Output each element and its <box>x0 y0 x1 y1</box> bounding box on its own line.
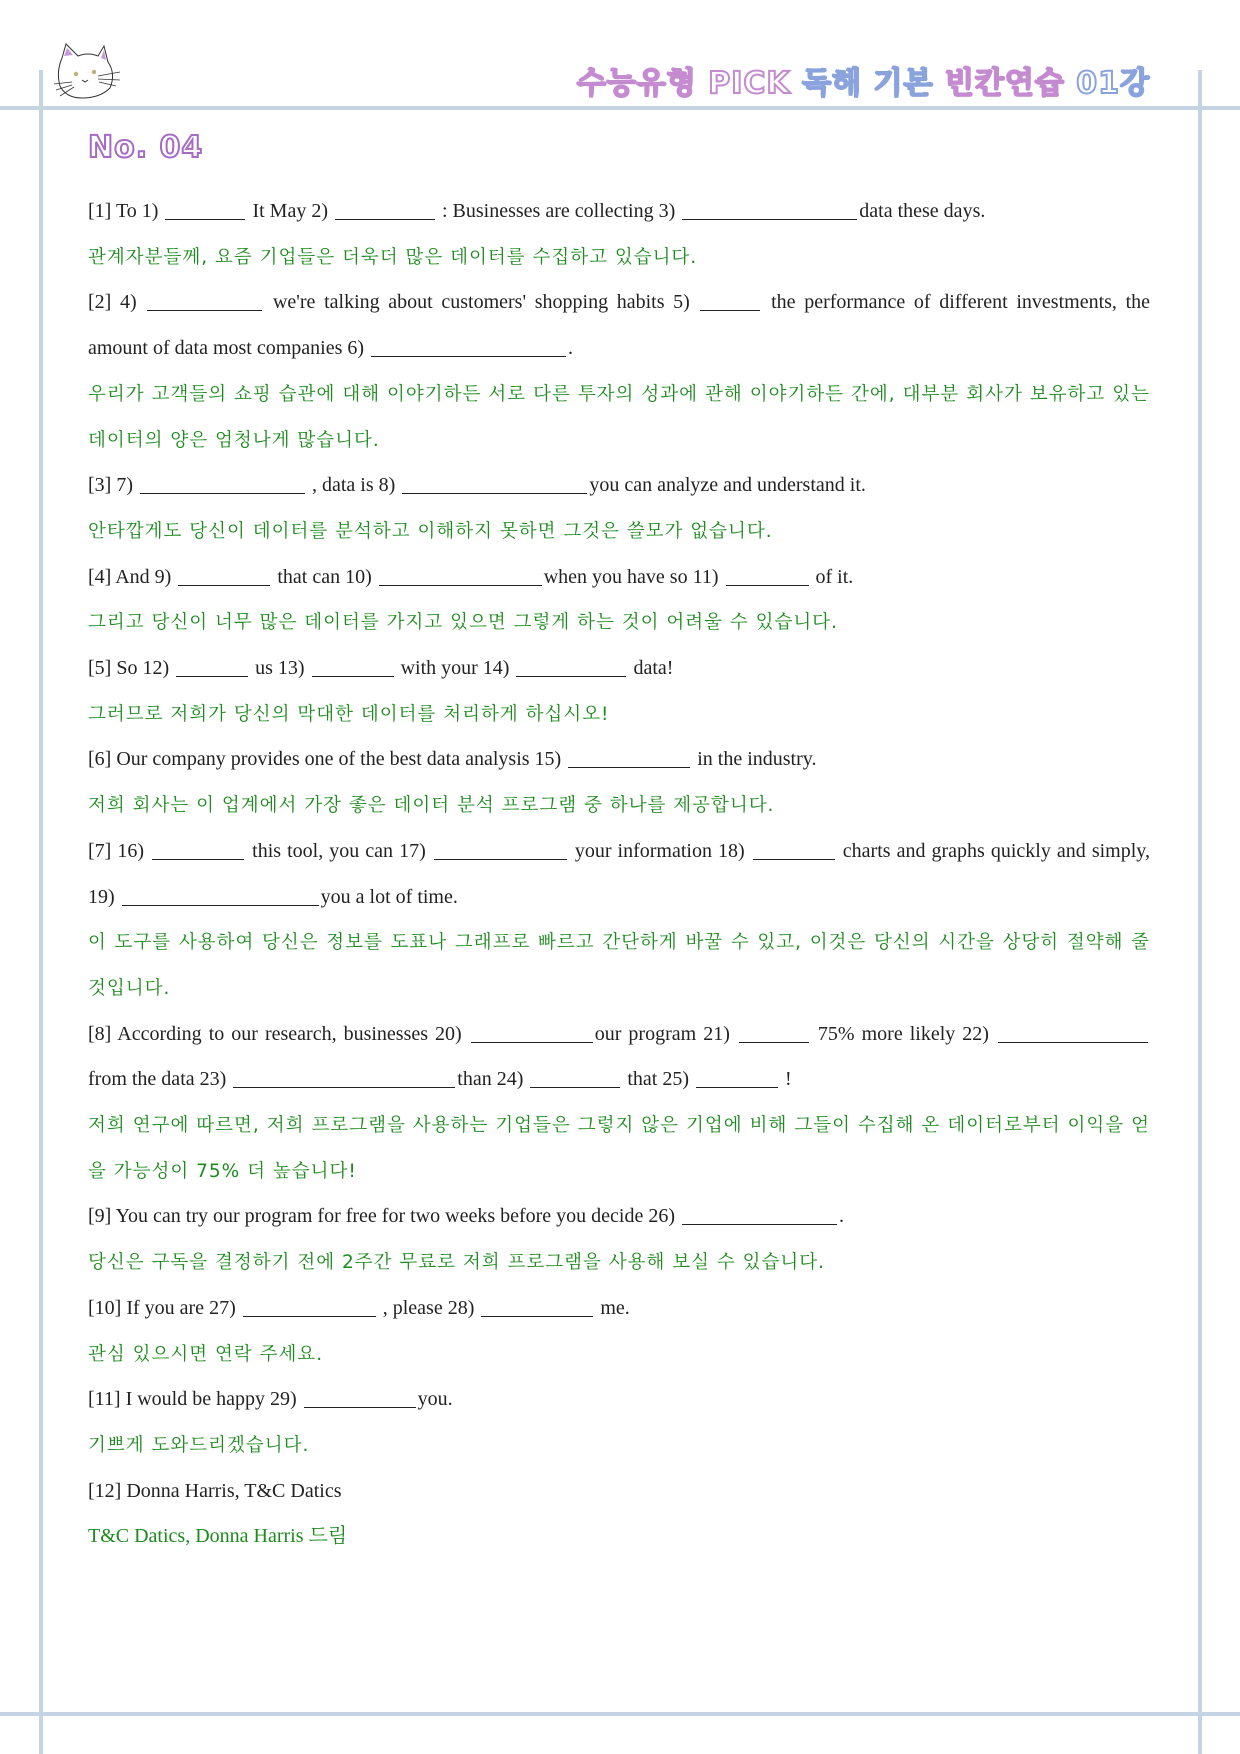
english-sentence <box>88 189 1150 235</box>
english-text: So 12) <box>116 657 175 680</box>
fill-in-blank[interactable] <box>402 473 587 494</box>
english-text: data! <box>628 657 674 680</box>
fill-in-blank[interactable] <box>140 473 305 494</box>
english-text: . <box>839 1205 845 1228</box>
fill-in-blank[interactable] <box>481 1296 593 1317</box>
english-sentence <box>88 555 1150 601</box>
paragraph-number: [12] <box>88 1479 127 1502</box>
fill-in-blank[interactable] <box>147 290 262 311</box>
english-text: when you have so 11) <box>543 565 724 588</box>
fill-in-blank[interactable] <box>335 199 435 220</box>
english-text: with your 14) <box>395 657 515 680</box>
english-text: 4) <box>119 291 146 314</box>
english-text: , please 28) <box>377 1296 480 1319</box>
english-text: us 13) <box>250 657 310 680</box>
fill-in-blank[interactable] <box>434 839 567 860</box>
english-text: in the industry. <box>692 748 817 771</box>
english-sentence <box>88 1469 1150 1515</box>
english-text: ! <box>780 1068 792 1091</box>
english-text: 75% more likely 22) <box>810 1022 996 1045</box>
korean-translation: 그리고 당신이 너무 많은 데이터를 가지고 있으면 그렇게 하는 것이 어려울 수 있습니다. <box>88 612 838 634</box>
korean-translation: 저희 회사는 이 업계에서 가장 좋은 데이터 분석 프로그램 중 하나를 제공합니다. <box>88 795 775 817</box>
korean-translation: 그러므로 저희가 당신의 막대한 데이터를 처리하게 하십시오! <box>88 703 610 725</box>
english-sentence <box>88 1194 1150 1240</box>
frame-top-line <box>0 106 1240 110</box>
english-sentence <box>88 280 1150 371</box>
fill-in-blank[interactable] <box>312 656 394 677</box>
english-text: than 24) <box>457 1068 529 1091</box>
english-text: you. <box>417 1388 453 1411</box>
paragraph-number: [10] <box>88 1296 127 1319</box>
paragraph-number: [6] <box>88 748 117 771</box>
english-text: It May 2) <box>247 200 333 222</box>
passage-content <box>88 189 1150 1560</box>
english-text: of it. <box>810 565 854 588</box>
english-text: me. <box>595 1296 630 1319</box>
english-sentence <box>88 646 1150 692</box>
paragraph-number: [7] <box>88 839 118 862</box>
korean-translation: 당신은 구독을 결정하기 전에 2주간 무료로 저희 프로그램을 사용해 보실 수 있습니다. <box>88 1252 825 1274</box>
fill-in-blank[interactable] <box>682 1204 837 1225</box>
english-text: According to our research, businesses 20) <box>117 1022 469 1045</box>
korean-translation: 이 도구를 사용하여 당신은 정보를 도표나 그래프로 빠르고 간단하게 바꿀 수 있고, 이것은 당신의 시간을 상당히 절약해 줄 것입니다. <box>88 932 1150 999</box>
paragraph-number: [1] <box>88 200 116 222</box>
fill-in-blank[interactable] <box>998 1022 1148 1043</box>
cat-face-icon <box>52 42 124 102</box>
korean-translation: 저희 연구에 따르면, 저희 프로그램을 사용하는 기업들은 그렇지 않은 기업에 비해 그들이 수집해 온 데이터로부터 이익을 얻을 가능성이 75% 더 높습니다! <box>88 1115 1150 1182</box>
korean-translation: 관심 있으시면 연락 주세요. <box>88 1343 324 1365</box>
fill-in-blank[interactable] <box>178 565 270 586</box>
fill-in-blank[interactable] <box>233 1067 455 1088</box>
english-text: To 1) <box>115 200 164 222</box>
header-title-part: 01강 <box>1076 66 1150 101</box>
english-text: our program 21) <box>594 1022 737 1045</box>
english-text: from the data 23) <box>88 1068 232 1091</box>
paragraph-number: [8] <box>88 1022 118 1045</box>
fill-in-blank[interactable] <box>682 199 857 220</box>
fill-in-blank[interactable] <box>165 199 245 220</box>
english-text: : Businesses are collecting 3) <box>437 200 681 222</box>
english-sentence <box>88 737 1150 783</box>
english-text: And 9) <box>115 565 177 588</box>
frame-right-line <box>1198 70 1202 1754</box>
english-text: that can 10) <box>272 565 377 588</box>
fill-in-blank[interactable] <box>176 656 248 677</box>
english-text: If you are 27) <box>126 1296 241 1319</box>
fill-in-blank[interactable] <box>568 747 690 768</box>
fill-in-blank[interactable] <box>304 1387 416 1408</box>
english-sentence <box>88 463 1150 509</box>
header-title-part: 수능유형 PICK <box>576 66 803 101</box>
paragraph-number: [2] <box>88 291 120 314</box>
paragraph-number: [3] <box>88 474 117 497</box>
english-text: Our company provides one of the best data analysis 15) <box>116 748 567 771</box>
paragraph-number: [11] <box>88 1388 126 1411</box>
english-sentence <box>88 1377 1150 1423</box>
fill-in-blank[interactable] <box>700 290 760 311</box>
fill-in-blank[interactable] <box>739 1022 809 1043</box>
korean-translation: 우리가 고객들의 쇼핑 습관에 대해 이야기하든 서로 다른 투자의 성과에 관해 이야기하든 간에, 대부분 회사가 보유하고 있는 데이터의 양은 엄청나게 많습니다. <box>88 383 1150 451</box>
english-sentence <box>88 1012 1150 1103</box>
korean-translation: T&C Datics, Donna Harris 드림 <box>88 1525 348 1548</box>
english-text: 16) <box>117 839 151 862</box>
paragraph-number: [9] <box>88 1205 116 1228</box>
section-number: No. 04 <box>88 130 204 165</box>
english-text: the performance of different investments, the amount of data most companies 6) <box>88 291 1150 360</box>
fill-in-blank[interactable] <box>152 839 244 860</box>
korean-translation: 관계자분들께, 요즘 기업들은 더욱더 많은 데이터를 수집하고 있습니다. <box>88 246 698 268</box>
english-text: your information 18) <box>568 839 751 862</box>
english-text: You can try our program for free for two weeks before you decide 26) <box>115 1205 681 1228</box>
fill-in-blank[interactable] <box>122 885 319 906</box>
korean-translation: 안타깝게도 당신이 데이터를 분석하고 이해하지 못하면 그것은 쓸모가 없습니다. <box>88 520 773 542</box>
english-text: . <box>568 337 574 360</box>
paragraph-number: [4] <box>88 565 116 588</box>
english-text: data these days. <box>859 200 986 222</box>
header-title-part: 독해 기본 <box>802 66 945 101</box>
fill-in-blank[interactable] <box>696 1067 778 1088</box>
header-title-part: 빈칸연습 <box>944 66 1077 101</box>
english-text: Donna Harris, T&C Datics <box>126 1479 342 1502</box>
english-text: you can analyze and understand it. <box>589 474 866 497</box>
fill-in-blank[interactable] <box>530 1067 620 1088</box>
korean-translation: 기쁘게 도와드리겠습니다. <box>88 1434 310 1456</box>
english-text: I would be happy 29) <box>125 1388 302 1411</box>
english-text: you a lot of time. <box>320 885 458 908</box>
frame-left-line <box>39 70 43 1754</box>
frame-bottom-line <box>0 1712 1240 1716</box>
english-text: that 25) <box>622 1068 695 1091</box>
fill-in-blank[interactable] <box>471 1022 593 1043</box>
fill-in-blank[interactable] <box>371 336 566 357</box>
english-text: 7) <box>116 474 138 497</box>
fill-in-blank[interactable] <box>753 839 835 860</box>
english-sentence <box>88 829 1150 920</box>
fill-in-blank[interactable] <box>516 656 626 677</box>
english-text: this tool, you can 17) <box>246 839 432 862</box>
english-text: we're talking about customers' shopping habits 5) <box>264 291 699 314</box>
paragraph-number: [5] <box>88 657 117 680</box>
english-sentence <box>88 1286 1150 1332</box>
fill-in-blank[interactable] <box>379 565 542 586</box>
fill-in-blank[interactable] <box>243 1296 376 1317</box>
english-text: , data is 8) <box>307 474 401 497</box>
english-text: charts and graphs quickly and simply, 19) <box>88 839 1150 908</box>
header-title <box>577 58 1150 102</box>
fill-in-blank[interactable] <box>726 565 809 586</box>
